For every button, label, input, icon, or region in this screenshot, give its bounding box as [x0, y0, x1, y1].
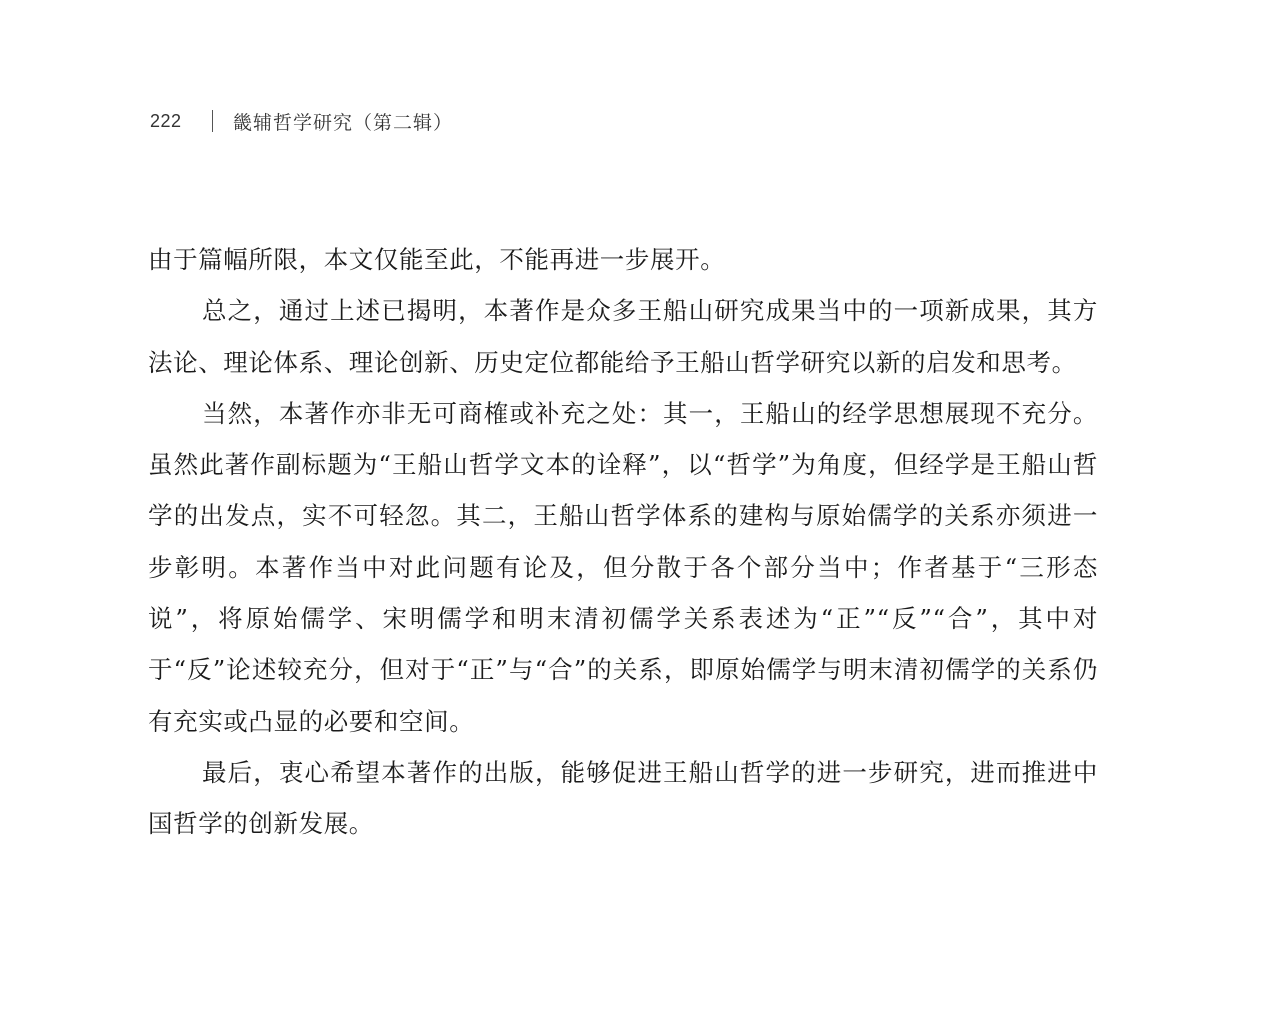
- journal-title: 畿辅哲学研究（第二辑）: [233, 111, 454, 134]
- header-divider: [212, 110, 213, 132]
- paragraph-summary: 总之，通过上述已揭明，本著作是众多王船山研究成果当中的一项新成果，其方法论、理论体系、理论创新、历史定位都能给予王船山哲学研究以新的启发和思考。: [148, 296, 1098, 377]
- body-text: [148, 234, 1098, 850]
- paragraph-conclusion: 最后，衷心希望本著作的出版，能够促进王船山哲学的进一步研究，进而推进中国哲学的创新发展。: [148, 757, 1098, 839]
- paragraph-critique: 当然，本著作亦非无可商榷或补充之处：其一，王船山的经学思想展现不充分。虽然此著作副标题为“王船山哲学文本的诠释”，以“哲学”为角度，但经学是王船山哲学的出发点，实不可轻忽。其二，王船山哲学体系的建构与原始儒学的关系亦须进一步彰明。本著作当中对此问题有论及，但分散于各个部分当中；作者基于“三形态说”，将原始儒学、宋明儒学和明末清初儒学关系表述为“正”“反”“合”，其中对于“反”论述较充分，但对于“正”与“合”的关系，即原始儒学与明末清初儒学的关系仍有充实或凸显的必要和空间。: [148, 398, 1098, 736]
- running-header: [150, 106, 453, 136]
- page-number: 222: [150, 110, 182, 131]
- paragraph-continuation: 由于篇幅所限，本文仅能至此，不能再进一步展开。: [148, 245, 726, 274]
